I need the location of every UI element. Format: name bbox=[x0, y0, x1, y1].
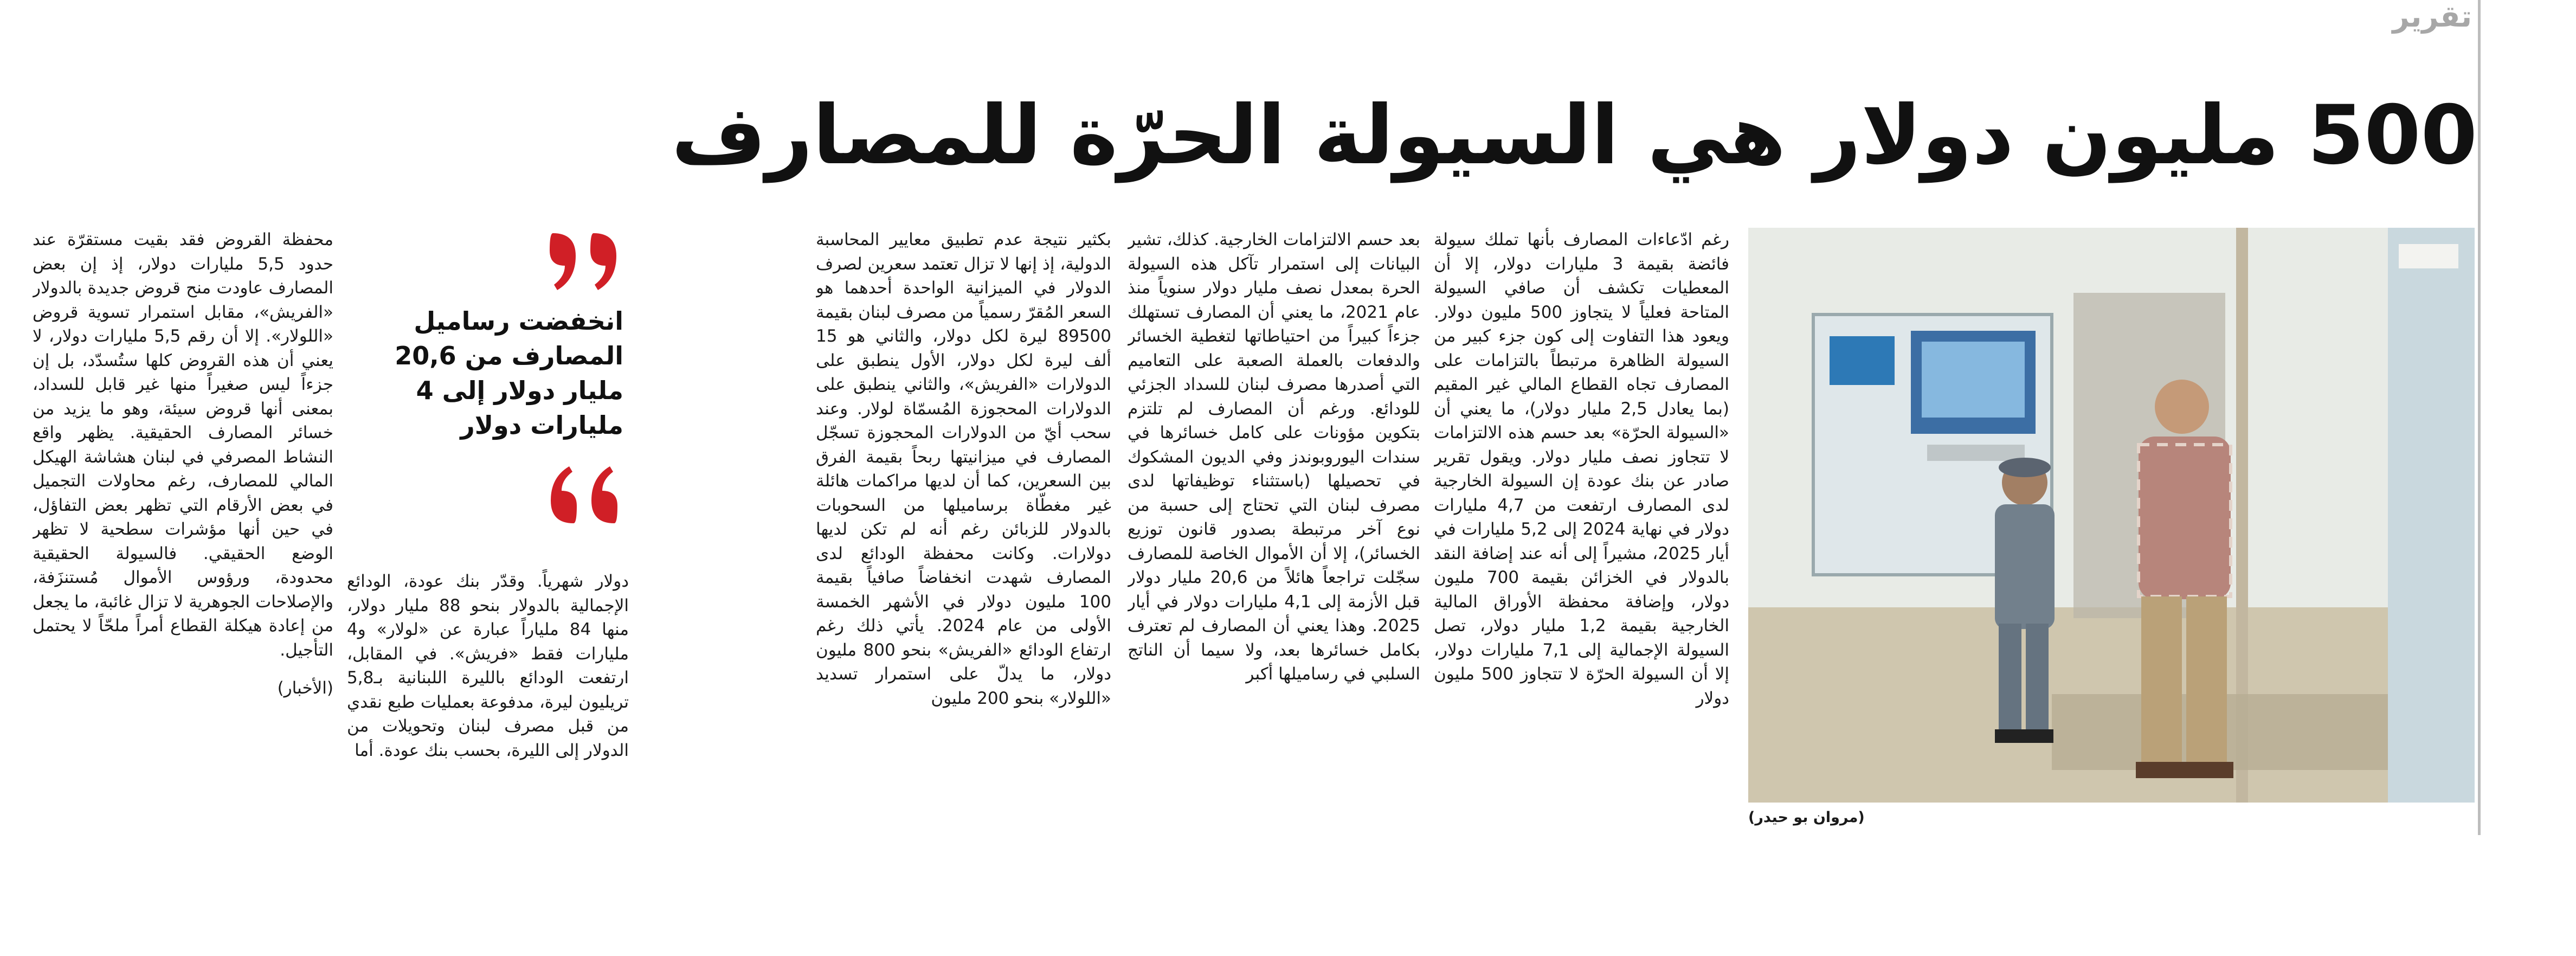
photo-credit: (مروان بو حيدر) bbox=[1748, 809, 1865, 826]
column-rule bbox=[2478, 0, 2481, 835]
article-column-1: رغم ادّعاءات المصارف بأنها تملك سيولة فائضة بقيمة 3 مليارات دولار، إلا أن المعطيات تكشف أن صافي السيولة المتاحة فعلياً لا يتجاوز 500 مليون دولار. ويعود هذا التفاوت إلى كون جزء كبير من السيولة الظاهرة مرتبطاً بالتزامات على المصارف تجاه القطاع المالي غير المقيم (بما يعادل 2,5 مليار دولار)، ما يعني أن «السيولة الحرّة» بعد حسم هذه الالتزامات لا تتجاوز نصف مليار دولار. ويقول تقرير صادر عن بنك عودة إن السيولة الخارجية لدى المصارف ارتفعت من 4,7 مليارات دولار في نهاية 2024 إلى 5,2 مليارات في أيار 2025، مشيراً إلى أنه عند إضافة النقد بالدولار في الخزائن بقيمة 700 مليون دولار، وإضافة محفظة الأوراق المالية الخارجية بقيمة 1,2 مليار دولار، تصل السيولة الإجمالية إلى 7,1 مليارات دولار، إلا أن السيولة الحرّة لا تتجاوز 500 مليون دولار bbox=[1434, 230, 1729, 708]
article-column-5: محفظة القروض فقد بقيت مستقرّة عند حدود 5,5 مليارات دولار، إذ إن بعض المصارف عاودت منح قروض جديدة بالدولار «الفريش»، مقابل استمرار تسوية قروض «اللولار». إلا أن رقم 5,5 مليارات دولار، لا يعني أن هذه القروض كلها ستُسدّد، بل إن جزءاً ليس صغيراً منها غير قابل للسداد، بمعنى أنها قروض سيئة، وهو ما يزيد من خسائر المصارف الحقيقية. يظهر واقع النشاط المصرفي في لبنان هشاشة الهيكل المالي للمصارف، رغم محاولات التجميل في بعض الأرقام التي تظهر بعض التفاؤل، في حين أنها مؤشرات سطحية لا تظهر الوضع الحقيقي. فالسيولة الحقيقية محدودة، ورؤوس الأموال مُستنزَفة، والإصلاحات الجوهرية لا تزال غائبة، ما يجعل من إعادة هيكلة القطاع أمراً ملحّاً لا يحتمل التأجيل. (الأخبار) bbox=[33, 228, 333, 840]
bank-atm-photo bbox=[1748, 228, 2475, 803]
headline: 500 مليون دولار هي السيولة الحرّة للمصارف bbox=[671, 88, 2477, 183]
article-column-3: بكثير نتيجة عدم تطبيق معايير المحاسبة الدولية، إذ إنها لا تزال تعتمد سعرين لصرف الدولار في الميزانية الواحدة أحدهما هو السعر المُقرّ رسمياً من مصرف لبنان بقيمة 89500 ليرة لكل دولار، والثاني هو 15 ألف ليرة لكل دولار، الأول ينطبق على الدولارات «الفريش»، والثاني ينطبق على الدولارات المحجوزة المُسمّاة لولار. وعند سحب أيّ من الدولارات المحجوزة تسجّل المصارف في ميزانيتها ربحاً بقيمة الفرق بين السعرين، كما أن لديها مراكمات هائلة غير مغطّاة برساميلها من السحوبات بالدولار للزبائن رغم أنه لم تكن لديها دولارات. وكانت محفظة الودائع لدى المصارف شهدت انخفاضاً صافياً بقيمة 100 مليون دولار في الأشهر الخمسة الأولى من عام 2024. يأتي ذلك رغم ارتفاع الودائع «الفريش» بنحو 800 مليون دولار، ما يدلّ على استمرار تسديد «اللولار» بنحو 200 مليون bbox=[816, 230, 1111, 708]
section-label: تقرير bbox=[2392, 0, 2472, 34]
quote-close-icon bbox=[542, 464, 629, 529]
article-photo bbox=[1748, 228, 2475, 803]
pull-quote: انخفضت رساميل المصارف من 20,6 مليار دولار إلى 4 مليارات دولار bbox=[395, 306, 623, 440]
signature: (الأخبار) bbox=[277, 678, 333, 698]
article-column-4: دولار شهرياً. وقدّر بنك عودة، الودائع الإجمالية بالدولار بنحو 88 مليار دولار، منها 84 ملياراً عبارة عن «لولار» و4 مليارات فقط «فريش». في المقابل، ارتفعت الودائع بالليرة اللبنانية بـ5,8 تريليون ليرة، مدفوعة بعمليات طبع نقدي من قبل مصرف لبنان وتحويلات من الدولار إلى الليرة، بحسب بنك عودة. أما bbox=[347, 572, 629, 760]
quote-open-icon bbox=[542, 228, 629, 293]
article-column-2: بعد حسم الالتزامات الخارجية. كذلك، تشير البيانات إلى استمرار تآكل هذه السيولة الحرة بمعدل نصف مليار دولار سنوياً منذ عام 2021، ما يعني أن المصارف تستهلك جزءاً كبيراً من احتياطاتها لتغطية الخسائر والدفعات بالعملة الصعبة على التعاميم التي أصدرها مصرف لبنان للسداد الجزئي للودائع. ورغم أن المصارف لم تلتزم بتكوين مؤونات على كامل خسائرها في سندات اليوروبوندز وفي الديون المشكوك في تحصيلها (باستثناء توظيفاتها لدى مصرف لبنان التي تحتاج إلى حسبة من نوع آخر مرتبطة بصدور قانون توزيع الخسائر)، إلا أن الأموال الخاصة للمصارف سجّلت تراجعاً هائلاً من 20,6 مليار دولار قبل الأزمة إلى 4,1 مليارات دولار في أيار 2025. وهذا يعني أن المصارف لم تعترف بكامل خسائرها بعد، ولا سيما أن الناتج السلبي في رساميلها أكبر bbox=[1128, 230, 1420, 684]
